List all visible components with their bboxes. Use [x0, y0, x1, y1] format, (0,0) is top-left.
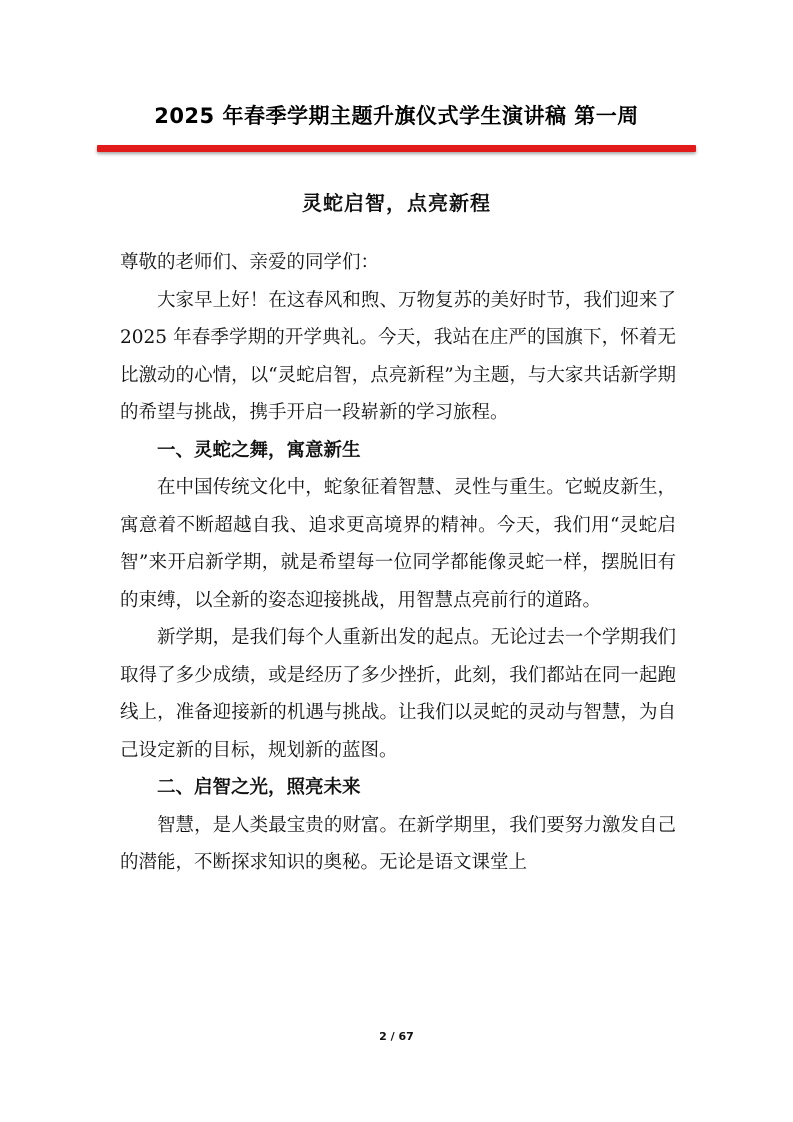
- speech-body: [120, 244, 676, 882]
- section-heading-2: 二、启智之光，照亮未来: [157, 777, 361, 798]
- paragraph-snake-symbolism: 在中国传统文化中，蛇象征着智慧、灵性与重生。它蜕皮新生，寓意着不断超越自我、追求更高境界的精神。今天，我们用“灵蛇启智”来开启新学期，就是希望每一位同学都能像灵蛇一样，摆脱旧有的束缚，以全新的姿态迎接挑战，用智慧点亮前行的道路。: [120, 477, 676, 611]
- header-red-divider: [97, 145, 696, 152]
- header-title: 2025 年春季学期主题升旗仪式学生演讲稿 第一周: [154, 104, 639, 128]
- paragraph-new-start: 新学期，是我们每个人重新出发的起点。无论过去一个学期我们取得了多少成绩，或是经历了多少挫折，此刻，我们都站在同一起跑线上，准备迎接新的机遇与挑战。让我们以灵蛇的灵动与智慧，为自己设定新的目标，规划新的蓝图。: [120, 627, 676, 761]
- greeting-line: 尊敬的老师们、亲爱的同学们：: [120, 252, 380, 273]
- paragraph-wisdom: 智慧，是人类最宝贵的财富。在新学期里，我们要努力激发自己的潜能，不断探求知识的奥秘。无论是语文课堂上: [120, 814, 676, 873]
- speech-subtitle: 灵蛇启智，点亮新程: [302, 191, 491, 215]
- page-number: 2 / 67: [379, 1030, 414, 1043]
- paragraph-opening: 大家早上好！在这春风和煦、万物复苏的美好时节，我们迎来了 2025 年春季学期的开学典礼。今天，我站在庄严的国旗下，怀着无比激动的心情，以“灵蛇启智，点亮新程”为主题，与大家共话新学期的希望与挑战，携手开启一段崭新的学习旅程。: [120, 289, 676, 423]
- section-heading-1: 一、灵蛇之舞，寓意新生: [157, 439, 361, 461]
